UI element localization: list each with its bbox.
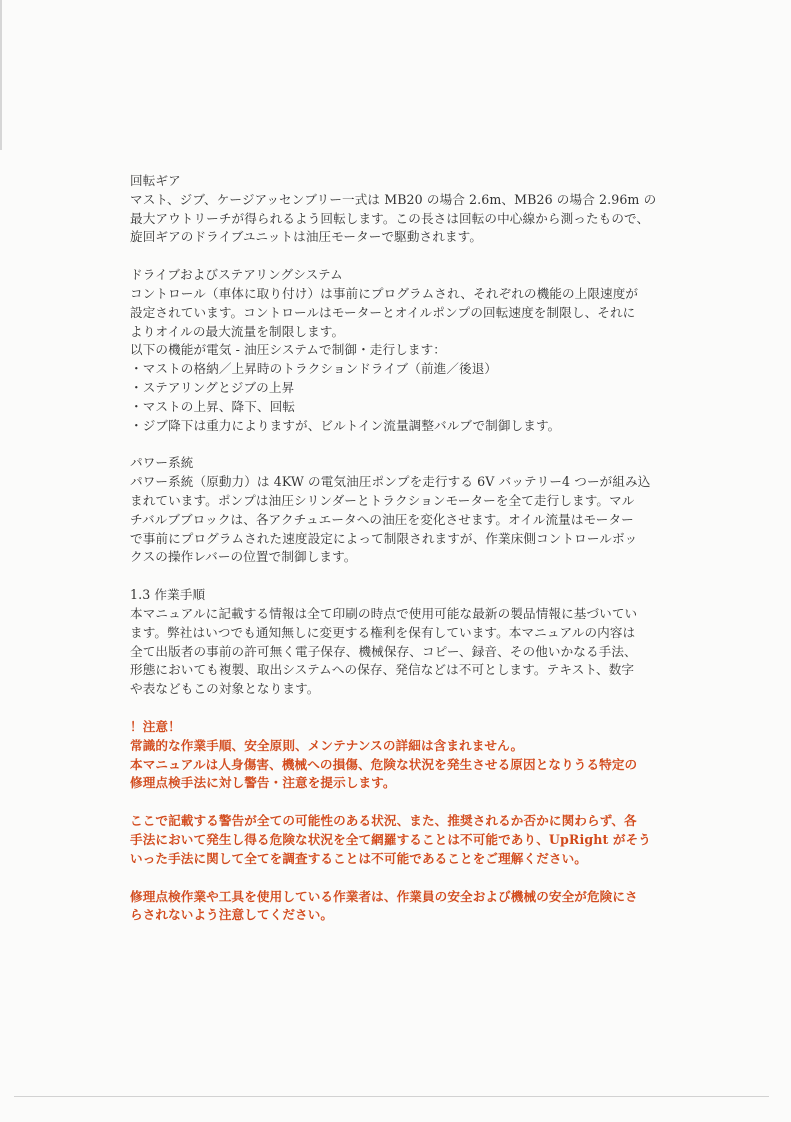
warning-line: 常識的な作業手順、安全原則、メンテナンスの詳細は含まれません。 <box>130 737 524 753</box>
warning-block <box>130 718 670 925</box>
page-footer-rule <box>14 1096 769 1097</box>
warning-line: ここで記載する警告が全ての可能性のある状況、また、推奨されるか否かに関わらず、各 <box>130 813 637 829</box>
paragraph-line: 本マニュアルに記載する情報は全て印刷の時点で使用可能な最新の製品情報に基づいてい <box>130 605 638 621</box>
paragraph-line: 形態においても複製、取出システムへの保存、発信などは不可とします。テキスト、数字 <box>130 662 635 678</box>
paragraph-line: 最大アウトリーチが得られるよう回転します。この長さは回転の中心線から測ったもので、 <box>130 210 650 226</box>
section-power-system <box>130 454 670 567</box>
section-heading: ドライブおよびステアリングシステム <box>130 267 343 283</box>
paragraph-line: 設定されています。コントロールはモーターとオイルポンプの回転速度を制限し、それに <box>130 304 636 320</box>
warning-line: 修理点検手法に対し警告・注意を提示します。 <box>130 775 396 791</box>
warning-line: 手法において発生し得る危険な状況を全て網羅することは不可能であり、UpRight がそう <box>130 831 651 847</box>
paragraph-line: 以下の機能が電気 - 油圧システムで制御・走行します： <box>130 342 446 358</box>
warning-paragraph <box>130 718 670 793</box>
paragraph-line: マスト、ジブ、ケージアッセンブリー一式は MB20 の場合 2.6m、MB26 の場合 2.96m の <box>130 191 657 207</box>
section-drive-steering <box>130 266 670 435</box>
scan-edge-shadow <box>0 0 2 150</box>
section-heading: 1.3 作業手順 <box>130 587 206 603</box>
section-heading: パワー系統 <box>130 455 194 471</box>
section-heading: 回転ギア <box>130 173 181 188</box>
section-work-procedure <box>130 586 670 699</box>
paragraph-line: クスの操作レバーの位置で制御します。 <box>130 549 357 565</box>
bullet-item: ・マストの格納／上昇時のトラクションドライブ（前進／後退） <box>130 361 498 377</box>
paragraph-line: チバルブブロックは、各アクチュエータへの油圧を変化させます。オイル流量はモーター <box>130 511 634 527</box>
warning-line: 本マニュアルは人身傷害、機械への損傷、危険な状況を発生させる原因となりうる特定の <box>130 756 638 772</box>
warning-title: ！注意！ <box>130 718 181 734</box>
warning-line: 修理点検作業や工具を使用している作業者は、作業員の安全および機械の安全が危険にさ <box>130 888 638 904</box>
paragraph-line: 全て出版者の事前の許可無く電子保存、機械保存、コピー、録音、その他いかなる手法、 <box>130 643 637 659</box>
bullet-item: ・ジブ降下は重力によりますが、ビルトイン流量調整バルブで制御します。 <box>130 417 561 433</box>
bullet-item: ・ステアリングとジブの上昇 <box>130 379 295 395</box>
warning-paragraph <box>130 888 670 926</box>
paragraph-line: よりオイルの最大流量を制限します。 <box>130 323 345 339</box>
paragraph-line: で事前にプログラムされた速度設定によって制限されますが、作業床側コントロールボッ <box>130 530 638 546</box>
document-page <box>130 172 670 925</box>
paragraph-line: パワー系統（原動力）は 4KW の電気油圧ポンプを走行する 6V バッテリー4 つーが組み込 <box>130 474 651 490</box>
warning-line: いった手法に関して全てを調査することは不可能であることをご理解ください。 <box>130 850 587 866</box>
paragraph-line: 旋回ギアのドライブユニットは油圧モーターで駆動されます。 <box>130 229 483 245</box>
paragraph-line: ます。弊社はいつでも通知無しに変更する権利を保有しています。本マニュアルの内容は <box>130 624 636 640</box>
warning-paragraph <box>130 812 670 868</box>
paragraph-line: まれています。ポンプは油圧シリンダーとトラクションモーターを全て走行します。マル <box>130 492 635 508</box>
bullet-item: ・マストの上昇、降下、回転 <box>130 398 296 414</box>
paragraph-line: や表などもこの対象となります。 <box>130 681 320 697</box>
paragraph-line: コントロール（車体に取り付け）は事前にプログラムされ、それぞれの機能の上限速度が <box>130 285 639 301</box>
section-rotation-gear <box>130 172 670 247</box>
warning-line: らされないよう注意してください。 <box>130 907 334 923</box>
